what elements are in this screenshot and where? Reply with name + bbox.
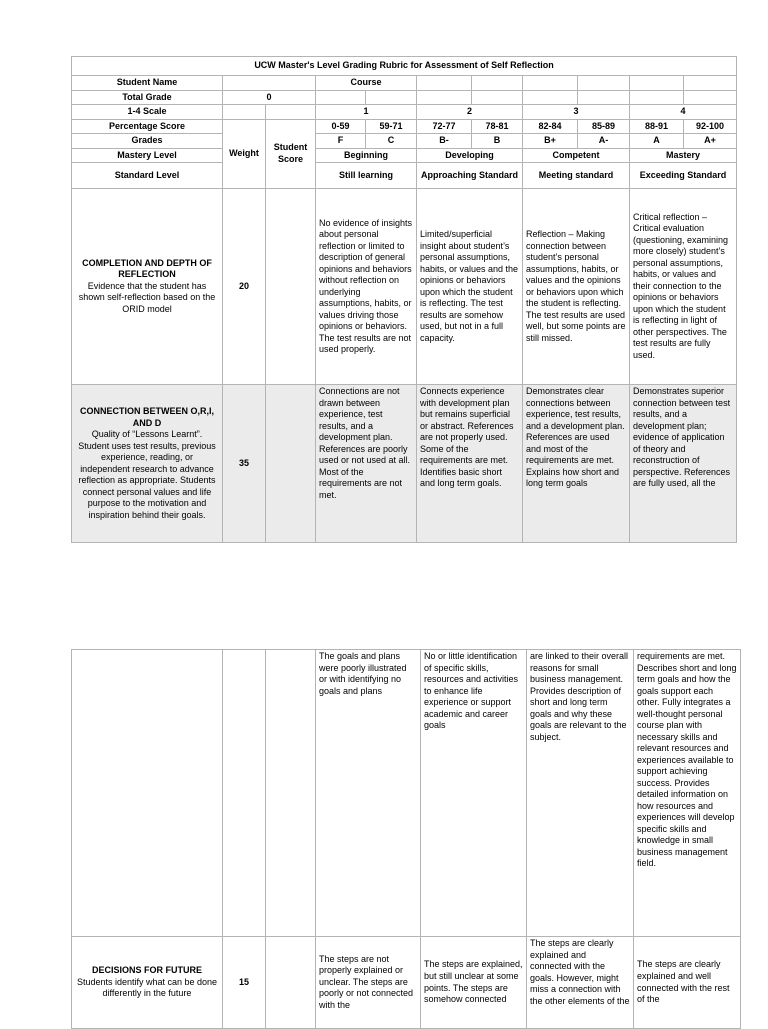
student-score-cell[interactable] <box>266 937 316 1029</box>
criterion-row <box>72 385 737 543</box>
blank-cell <box>223 105 266 120</box>
level-description: requirements are met. Describes short and long term goals and how the goals support each other. Fully integrates a well-thought personal course plan with necessary skills and relevant resources and experiences available to support achieving success. Provides detailed information on how resources and experiences will develop specific skills and knowledge in small business management field. <box>634 650 741 937</box>
grade-letter: F <box>316 134 366 149</box>
grade-letter: B- <box>417 134 472 149</box>
criterion-description: Quality of “Lessons Learnt”. Student uses test results, previous experience, reading, or independent research to advance reflection as appropriate. Students connect personal values and life purpose to the motivation and inspiration behind their goals. <box>78 429 216 520</box>
blank-cell <box>578 76 630 91</box>
percentage-range: 72-77 <box>417 119 472 134</box>
mastery-label: Mastery Level <box>72 148 223 163</box>
percentage-range: 59-71 <box>366 119 417 134</box>
level-description: The steps are clearly explained and well connected with the rest of the <box>634 937 741 1029</box>
criterion-row <box>72 937 741 1029</box>
blank-cell <box>417 90 472 105</box>
criterion-description: Students identify what can be done differently in the future <box>76 976 218 999</box>
scale-value: 2 <box>417 105 523 120</box>
blank-cell <box>266 650 316 937</box>
blank-cell <box>472 76 523 91</box>
level-description: Demonstrates clear connections between experience, test results, and a development plan. References are used and most of the requirements are met. Explains how short and long term goals <box>523 385 630 543</box>
grade-letter: A- <box>578 134 630 149</box>
percentage-range: 88-91 <box>630 119 684 134</box>
blank-cell <box>223 650 266 937</box>
level-description: The steps are clearly explained and connected with the goals. However, might miss a connection with the other elements of the <box>527 937 634 1029</box>
grade-letter: B <box>472 134 523 149</box>
level-description: Reflection – Making connection between student’s personal assumptions, habits, or values and the opinions or behaviors upon which the student is reflecting. The test results are used well, but some points are still missed. <box>523 189 630 385</box>
blank-cell <box>523 76 578 91</box>
total-grade-value: 0 <box>223 90 316 105</box>
blank-cell <box>366 90 417 105</box>
standard-level: Exceeding Standard <box>630 163 737 189</box>
percentage-range: 78-81 <box>472 119 523 134</box>
course-label: Course <box>316 76 417 91</box>
level-description: Demonstrates superior connection between test results, and a development plan; evidence of application of theory and reconstruction of perspective. References are fully used, all the <box>630 385 737 543</box>
level-description: The steps are not properly explained or unclear. The steps are poorly or not connected with the <box>316 937 421 1029</box>
mastery-level: Mastery <box>630 148 737 163</box>
blank-cell <box>684 76 737 91</box>
level-description: are linked to their overall reasons for small business management. Provides description of short and long term goals and why these goals are relevant to the subject. <box>527 650 634 937</box>
criterion-weight: 20 <box>223 189 266 385</box>
mastery-level: Beginning <box>316 148 417 163</box>
percentage-range: 82-84 <box>523 119 578 134</box>
blank-cell <box>684 90 737 105</box>
blank-cell <box>630 76 684 91</box>
course-value[interactable] <box>417 76 472 91</box>
criterion-title: COMPLETION AND DEPTH OF REFLECTION <box>82 257 212 280</box>
blank-cell <box>578 90 630 105</box>
criterion-title: DECISIONS FOR FUTURE <box>91 965 202 976</box>
student-score-header: Student Score <box>266 119 316 189</box>
grade-letter: A <box>630 134 684 149</box>
level-description: Connections are not drawn between experience, test results, and a development plan. References are poorly used or not used at all. Most of the requirements are not met. <box>316 385 417 543</box>
continuation-row <box>72 650 741 937</box>
standard-label: Standard Level <box>72 163 223 189</box>
criterion-description: Evidence that the student has shown self-reflection based on the ORID model <box>78 280 216 314</box>
level-description: No or little identification of specific skills, resources and activities to enhance life experience or support academic and career goals <box>421 650 527 937</box>
percentage-range: 0-59 <box>316 119 366 134</box>
grade-letter: B+ <box>523 134 578 149</box>
weight-header: Weight <box>223 119 266 189</box>
scale-value: 1 <box>316 105 417 120</box>
level-description: Critical reflection – Critical evaluation (questioning, examining more closely) student’s personal assumptions, habits, or values and their connection to the opinions or behaviors upon which the student is reflecting in light of other perspectives. The test results are fully used. <box>630 189 737 385</box>
criterion-cell <box>72 189 223 385</box>
level-description: Connects experience with development plan but remains superficial or abstract. References are not properly used. Some of the requirements are met. Identifies basic short and long term goals. <box>417 385 523 543</box>
blank-cell <box>266 105 316 120</box>
criterion-cell <box>72 385 223 543</box>
student-name-label: Student Name <box>72 76 223 91</box>
standard-level: Approaching Standard <box>417 163 523 189</box>
level-description: The goals and plans were poorly illustrated or with identifying no goals and plans <box>316 650 421 937</box>
blank-cell <box>630 90 684 105</box>
percentage-label: Percentage Score <box>72 119 223 134</box>
blank-cell <box>72 650 223 937</box>
grades-label: Grades <box>72 134 223 149</box>
student-name-value[interactable] <box>223 76 316 91</box>
standard-level: Meeting standard <box>523 163 630 189</box>
grade-letter: A+ <box>684 134 737 149</box>
total-grade-label: Total Grade <box>72 90 223 105</box>
standard-level: Still learning <box>316 163 417 189</box>
rubric-table-page2 <box>71 649 741 1029</box>
blank-cell <box>472 90 523 105</box>
scale-value: 3 <box>523 105 630 120</box>
level-description: The steps are explained, but still unclear at some points. The steps are somehow connected <box>421 937 527 1029</box>
grade-letter: C <box>366 134 417 149</box>
scale-value: 4 <box>630 105 737 120</box>
student-score-cell[interactable] <box>266 385 316 543</box>
rubric-table-page1 <box>71 56 737 543</box>
mastery-level: Developing <box>417 148 523 163</box>
scale-label: 1-4 Scale <box>72 105 223 120</box>
criterion-weight: 35 <box>223 385 266 543</box>
criterion-cell <box>72 937 223 1029</box>
criterion-row <box>72 189 737 385</box>
blank-cell <box>523 90 578 105</box>
criterion-title: CONNECTION BETWEEN O,R,I, AND D <box>79 406 214 428</box>
rubric-title: UCW Master's Level Grading Rubric for Assessment of Self Reflection <box>72 57 737 76</box>
percentage-range: 92-100 <box>684 119 737 134</box>
student-score-cell[interactable] <box>266 189 316 385</box>
level-description: No evidence of insights about personal reflection or limited to description of general opinions and behaviors without reflection on underlying assumptions, habits, or values driving those opinions or behaviors. The test results are not used properly. <box>316 189 417 385</box>
criterion-weight: 15 <box>223 937 266 1029</box>
level-description: Limited/superficial insight about student’s personal assumptions, habits, or values and the opinions or behaviors upon which the student is reflecting. The test results are somehow used, but not in a full capacity. <box>417 189 523 385</box>
blank-cell <box>316 90 366 105</box>
percentage-range: 85-89 <box>578 119 630 134</box>
mastery-level: Competent <box>523 148 630 163</box>
